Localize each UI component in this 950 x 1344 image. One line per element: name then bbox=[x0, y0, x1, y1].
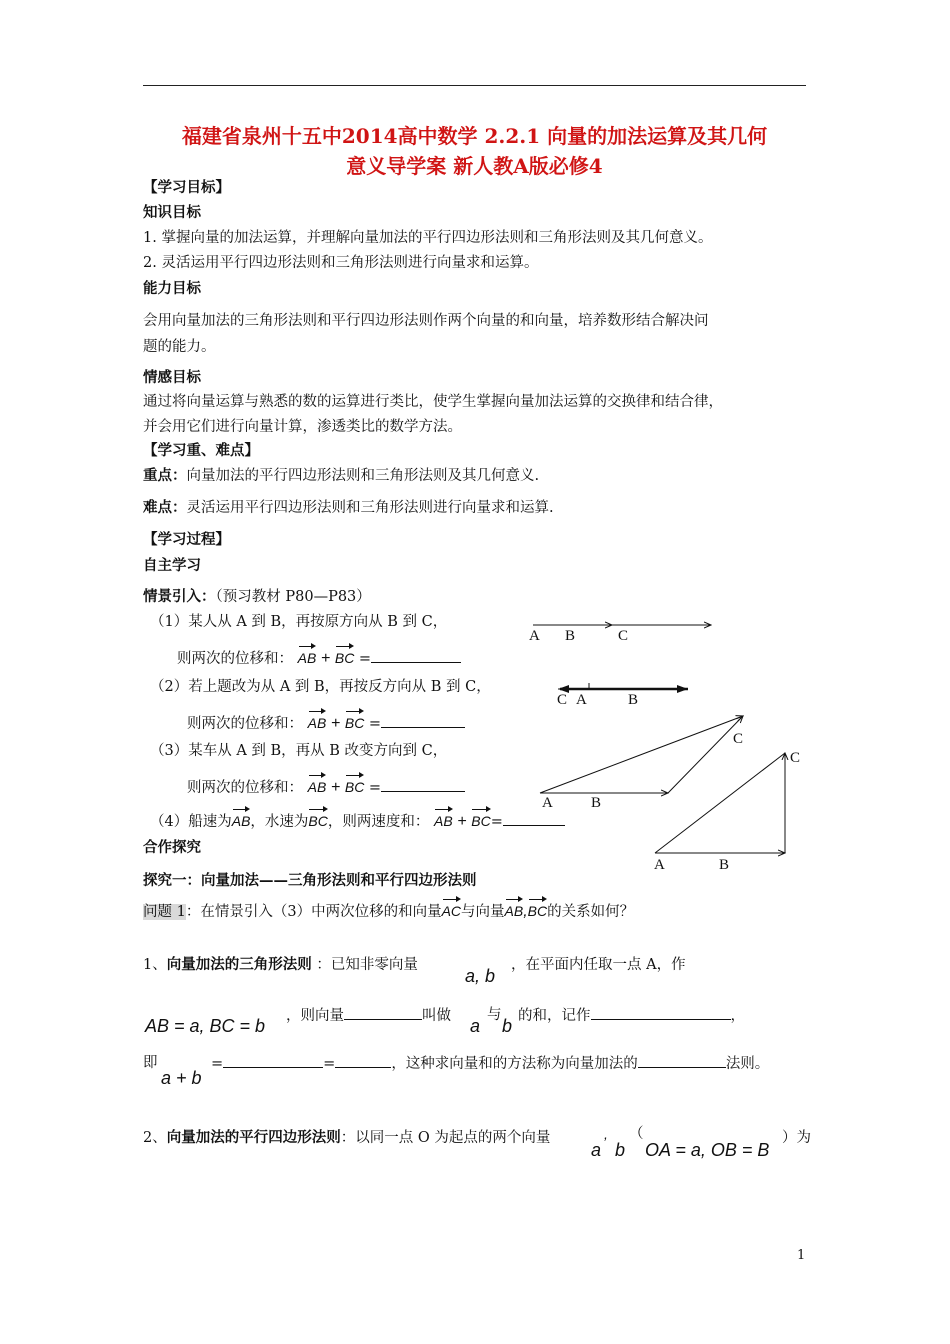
rule1-line2: ，则向量 叫做 bbox=[286, 1005, 451, 1026]
answer-blank[interactable] bbox=[223, 1053, 323, 1068]
vector-bc: BC bbox=[345, 772, 364, 797]
diagram4-label-b: B bbox=[719, 857, 730, 873]
vector-bc: BC bbox=[308, 806, 327, 831]
diagram2-label-c: C bbox=[557, 692, 568, 708]
diagram-collinear-opposite-direction bbox=[558, 683, 688, 689]
diagram1-label-a: A bbox=[529, 628, 540, 644]
rule2-label: 向量加法的平行四边形法则 bbox=[166, 1129, 341, 1146]
diagram-right-triangle bbox=[655, 753, 785, 853]
rule1-label: 向量加法的三角形法则 bbox=[166, 956, 312, 973]
ability-text-1: 会用向量加法的三角形法则和平行四边形法则作两个向量的和向量，培养数形结合解决问 bbox=[143, 313, 709, 329]
intro-label: 情景引入： bbox=[143, 588, 216, 605]
question-1-line-a: （1）某人从 A 到 B，再按原方向从 B 到 C， bbox=[150, 614, 448, 630]
emotion-text-1: 通过将向量运算与熟悉的数的运算进行类比，使学生掌握向量加法运算的交换律和结合律， bbox=[143, 394, 723, 410]
rule1-ab: a, b bbox=[465, 966, 496, 986]
doc-title-line2: 意义导学案 新人教A版必修4 bbox=[346, 154, 603, 178]
problem-1-line: 问题 1：在情景引入（3）中两次位移的和向量AC与向量AB,BC的关系如何？ bbox=[143, 896, 634, 922]
diagram3-label-b: B bbox=[591, 795, 602, 811]
rule1-with: 与 bbox=[487, 1007, 502, 1023]
diagram1-label-c: C bbox=[618, 628, 629, 644]
rule2-a: a bbox=[591, 1140, 602, 1160]
vector-ab: AB bbox=[308, 708, 327, 733]
section-keypoints: 【学习重、难点】 bbox=[143, 442, 259, 459]
vector-bc: BC bbox=[471, 806, 490, 831]
section-process: 【学习过程】 bbox=[143, 531, 230, 548]
intro-note: （预习教材 P80—P83） bbox=[215, 589, 371, 605]
rule2-equation: OA = a, OB = B bbox=[645, 1140, 770, 1160]
diagram3-label-c: C bbox=[733, 731, 744, 747]
self-study-label: 自主学习 bbox=[143, 557, 201, 574]
diagram1-label-b: B bbox=[565, 628, 576, 644]
diagram4-label-c: C bbox=[790, 750, 801, 766]
page-number: 1 bbox=[797, 1248, 806, 1263]
rule2-paren: （ bbox=[629, 1126, 644, 1142]
rule1-line2-tail: 的和，记作 ， bbox=[518, 1005, 745, 1026]
diagram-change-direction bbox=[540, 716, 743, 793]
rule1-a: a bbox=[470, 1016, 481, 1036]
emotion-text-2: 并会用它们进行向量计算，渗透类比的数学方法。 bbox=[143, 419, 462, 435]
question-2-line-a: （2）若上题改为从 A 到 B，再按反方向从 B 到 C， bbox=[150, 679, 491, 695]
answer-blank[interactable] bbox=[344, 1005, 422, 1020]
knowledge-goal-label: 知识目标 bbox=[143, 204, 201, 221]
question-3-line-a: （3）某车从 A 到 B，再从 B 改变方向到 C， bbox=[150, 743, 448, 759]
vector-ab: AB bbox=[232, 806, 251, 831]
problem-1-label: 问题 1 bbox=[143, 904, 186, 920]
rule1-equation: AB = a, BC = b bbox=[145, 1016, 266, 1036]
knowledge-item-2: 2. 灵活运用平行四边形法则和三角形法则进行向量求和运算。 bbox=[143, 255, 539, 271]
emotion-goal-label: 情感目标 bbox=[143, 369, 201, 386]
vector-bc: BC bbox=[345, 708, 364, 733]
rule1-ji: 即 bbox=[143, 1055, 158, 1071]
rule2-b: b bbox=[615, 1140, 626, 1160]
diff-text: 灵活运用平行四边形法则和三角形法则进行向量求和运算. bbox=[186, 500, 554, 516]
diagram2-label-a: A bbox=[576, 692, 587, 708]
key-label: 重点： bbox=[143, 467, 187, 484]
vector-ab: AB bbox=[298, 643, 317, 668]
question-2-line-b: 则两次的位移和： AB + BC = bbox=[187, 708, 465, 734]
explore-1-heading: 探究一：向量加法——三角形法则和平行四边形法则 bbox=[143, 872, 477, 889]
rule1-line1: 1、向量加法的三角形法则 ：已知非零向量 bbox=[143, 956, 418, 973]
answer-blank[interactable] bbox=[638, 1053, 726, 1068]
vector-bc: BC bbox=[528, 896, 547, 921]
vector-bc: BC bbox=[335, 643, 354, 668]
rule1-a-plus-b: a + b bbox=[161, 1068, 202, 1088]
rule2-line: 2、向量加法的平行四边形法则：以同一点 O 为起点的两个向量 bbox=[143, 1129, 551, 1146]
rule2-tail: ）为 bbox=[782, 1130, 811, 1146]
section-objectives: 【学习目标】 bbox=[143, 179, 230, 196]
cooperation-label: 合作探究 bbox=[143, 839, 201, 856]
vector-ab: AB bbox=[434, 806, 453, 831]
rule1-line1-tail: ，在平面内任取一点 A，作 bbox=[511, 957, 686, 973]
diff-label: 难点： bbox=[143, 499, 187, 516]
rule2-comma: , bbox=[604, 1126, 608, 1142]
knowledge-item-1: 1. 掌握向量的加法运算，并理解向量加法的平行四边形法则和三角形法则及其几何意义。 bbox=[143, 230, 713, 246]
vector-ac: AC bbox=[442, 896, 461, 921]
ability-text-2: 题的能力。 bbox=[143, 339, 216, 355]
diagram3-label-a: A bbox=[542, 795, 553, 811]
question-1-line-b: 则两次的位移和： AB + BC = bbox=[177, 643, 461, 669]
vector-ab: AB bbox=[505, 896, 524, 921]
diagram2-label-b: B bbox=[628, 692, 639, 708]
rule1-b: b bbox=[502, 1016, 513, 1036]
doc-title-line1: 福建省泉州十五中2014高中数学 2.2.1 向量的加法运算及其几何 bbox=[181, 124, 768, 148]
answer-blank[interactable] bbox=[591, 1005, 731, 1020]
question-3-line-b: 则两次的位移和： AB + BC = bbox=[187, 772, 465, 798]
rule1-line3: = = ，这种求向量和的方法称为向量加法的 法则。 bbox=[211, 1053, 769, 1074]
ability-goal-label: 能力目标 bbox=[143, 280, 201, 297]
vector-ab: AB bbox=[308, 772, 327, 797]
key-text: 向量加法的平行四边形法则和三角形法则及其几何意义. bbox=[186, 468, 540, 484]
question-4-line: （4）船速为AB，水速为BC，则两速度和： AB + BC= bbox=[150, 806, 565, 832]
answer-blank[interactable] bbox=[335, 1053, 391, 1068]
diagram4-label-a: A bbox=[654, 857, 665, 873]
